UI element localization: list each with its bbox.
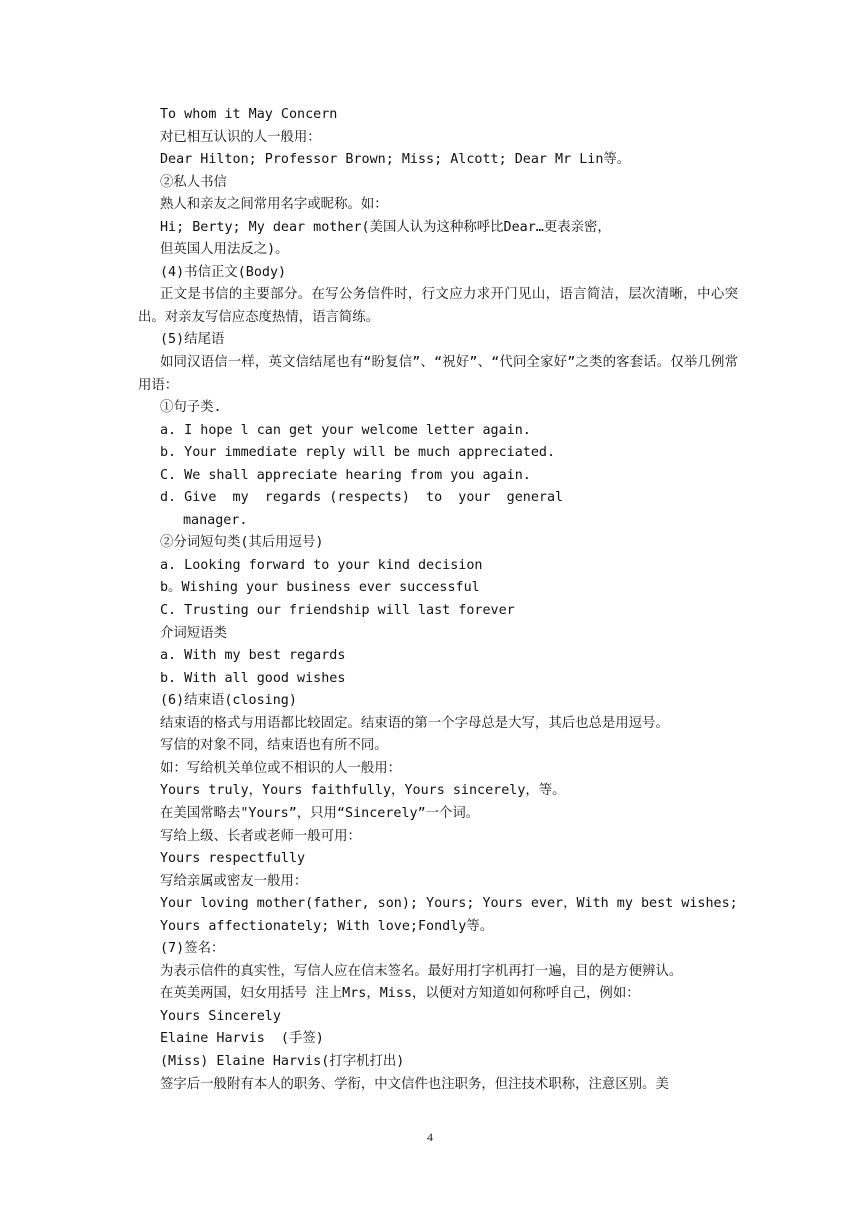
text-line: 结束语的格式与用语都比较固定。结束语的第一个字母总是大写，其后也总是用逗号。 — [160, 715, 669, 731]
list-item: a. Looking forward to your kind decision — [160, 557, 483, 573]
list-item-continuation: manager. — [183, 512, 248, 528]
section-heading: (7)签名： — [160, 941, 225, 957]
text-line: Dear Hilton; Professor Brown; Miss; Alcott; Dear Mr Lin等。 — [160, 152, 631, 168]
text-line: 写给上级、长者或老师一般可用： — [160, 828, 361, 844]
text-line: 但英国人用法反之)。 — [160, 242, 289, 258]
text-line: ②分词短句类(其后用逗号) — [160, 535, 324, 551]
list-item: b. With all good wishes — [160, 670, 346, 686]
section-heading: (5)结尾语 — [160, 332, 225, 348]
section-heading: (6)结束语(closing) — [160, 693, 297, 709]
list-item: b。Wishing your business ever successful — [160, 580, 480, 596]
text-line: Yours affectionately; With love;Fondly等。 — [160, 918, 494, 934]
text-line: ②私人书信 — [160, 174, 227, 190]
text-line: 如：写给机关单位或不相识的人一般用： — [160, 760, 402, 776]
list-item: b. Your immediate reply will be much appreciated. — [160, 445, 556, 461]
document-content — [138, 104, 738, 1096]
text-line: 写信的对象不同，结束语也有所不同。 — [160, 738, 388, 754]
closing-paragraph: 如同汉语信一样，英文信结尾也有“盼复信”、“祝好”、“代问全家好”之类的客套话。仅举几例常用语： — [138, 355, 738, 393]
section-heading: (4)书信正文(Body) — [160, 264, 287, 280]
text-line: 在英美两国，妇女用括号 注上Mrs，Miss，以便对方知道如何称呼自己，例如： — [160, 986, 640, 1002]
text-line: 为表示信件的真实性，写信人应在信末签名。最好用打字机再打一遍，目的是方便辨认。 — [160, 963, 683, 979]
text-line: Yours truly，Yours faithfully，Yours sincerely，等。 — [160, 783, 566, 799]
text-line: 在美国常略去"Yours”，只用“Sincerely”一个词。 — [160, 805, 480, 821]
text-line: Hi; Berty; My dear mother(美国人认为这种称呼比Dear…更表亲密， — [160, 219, 611, 235]
text-line: 对已相互认识的人一般用： — [160, 129, 321, 145]
text-line: Yours respectfully — [160, 851, 306, 867]
list-item: a. I hope l can get your welcome letter again. — [160, 422, 531, 438]
text-line: 签字后一般附有本人的职务、学衔，中文信件也注职务，但注技术职称，注意区别。美 — [160, 1076, 669, 1092]
list-item: C. We shall appreciate hearing from you again. — [160, 467, 531, 483]
list-item: d. Give my regards (respects) to your general — [160, 490, 564, 506]
text-line: Your loving mother(father, son); Yours; Yours ever，With my best wishes; — [160, 896, 738, 912]
text-line: (Miss) Elaine Harvis(打字机打出) — [160, 1053, 405, 1069]
list-item: C. Trusting our friendship will last forever — [160, 603, 515, 619]
text-line: 熟人和亲友之间常用名字或昵称。如： — [160, 197, 388, 213]
list-item: a. With my best regards — [160, 648, 346, 664]
page-number: 4 — [427, 1130, 433, 1144]
body-paragraph: 正文是书信的主要部分。在写公务信件时，行文应力求开门见山，语言简洁，层次清晰，中心突出。对亲友写信应态度热情，语言简练。 — [138, 287, 738, 325]
text-line: 介词短语类 — [160, 625, 227, 641]
text-line: ①句子类. — [160, 400, 222, 416]
text-line: To whom it May Concern — [160, 107, 338, 122]
text-line: Elaine Harvis (手签) — [160, 1031, 324, 1047]
text-line: 写给亲属或密友一般用： — [160, 873, 308, 889]
text-line: Yours Sincerely — [160, 1008, 281, 1024]
